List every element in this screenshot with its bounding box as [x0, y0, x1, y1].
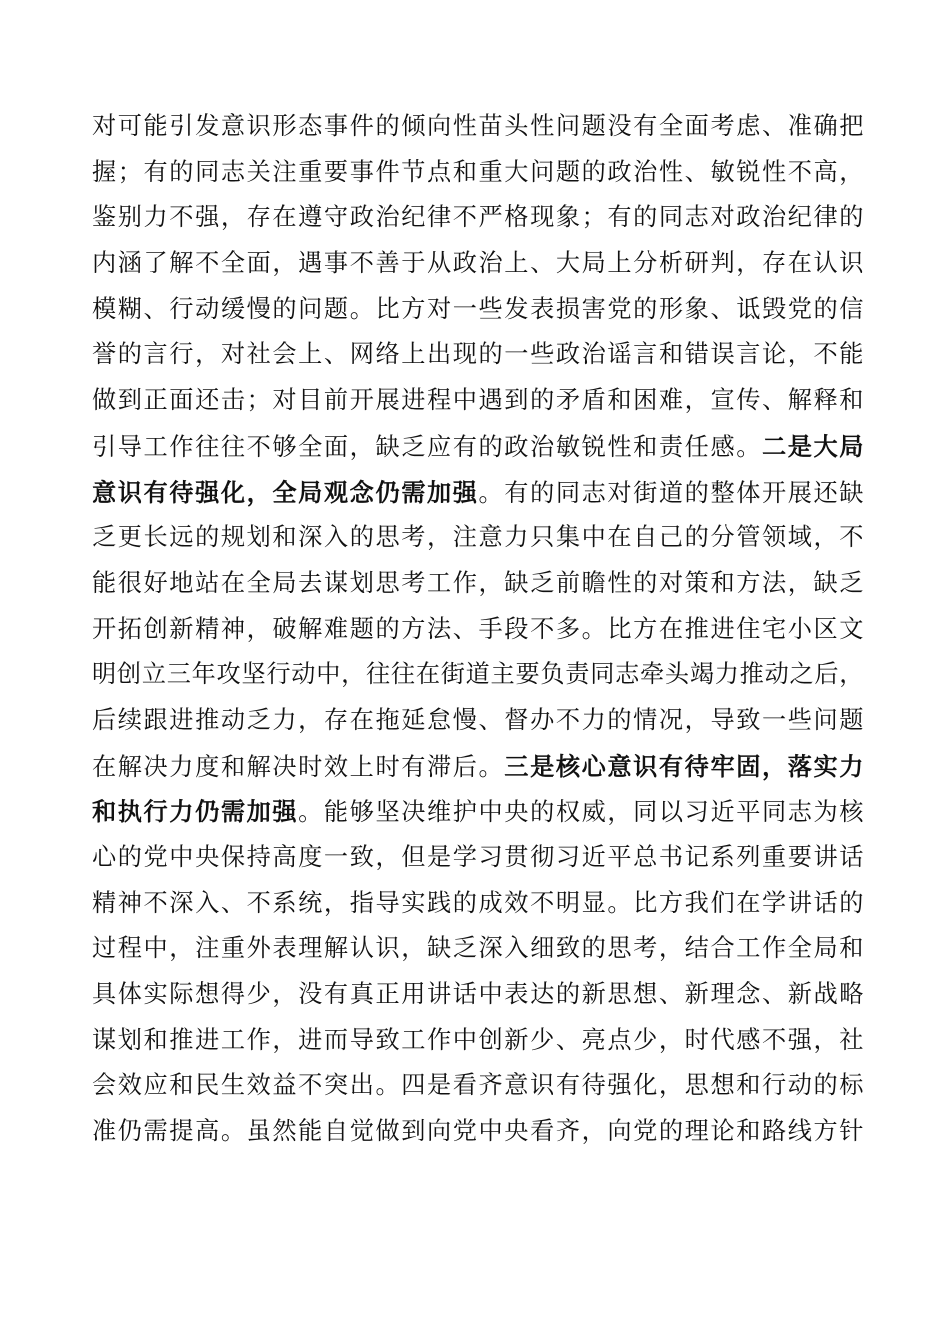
body-text: 精神不深入、不系统，指导实践的成效不明显。比方我们在学讲话的 — [92, 888, 864, 917]
body-text: 握；有的同志关注重要事件节点和重大问题的政治性、敏锐性不高， — [92, 157, 864, 186]
text-line — [92, 378, 864, 424]
body-text: 乏更长远的规划和深入的思考，注意力只集中在自己的分管领域，不 — [92, 523, 864, 552]
text-line — [92, 835, 864, 881]
body-text: 鉴别力不强，存在遵守政治纪律不严格现象；有的同志对政治纪律的 — [92, 203, 864, 232]
body-text: 对可能引发意识形态事件的倾向性苗头性问题没有全面考虑、准确把 — [92, 112, 864, 140]
bold-heading-text: 三是核心意识有待牢固，落实力 — [504, 751, 864, 781]
text-line — [92, 607, 864, 653]
body-text: 具体实际想得少，没有真正用讲话中表达的新思想、新理念、新战略 — [92, 980, 864, 1009]
text-line — [92, 104, 864, 150]
text-line — [92, 561, 864, 607]
text-line — [92, 1018, 864, 1064]
text-line — [92, 195, 864, 241]
text-line — [92, 470, 864, 516]
body-text: 后续跟进推动乏力，存在拖延怠慢、督办不力的情况，导致一些问题 — [92, 705, 864, 734]
body-text: 模糊、行动缓慢的问题。比方对一些发表损害党的形象、诋毁党的信 — [92, 294, 864, 323]
document-body — [92, 104, 864, 1155]
bold-heading-text: 和执行力仍需加强 — [92, 797, 299, 827]
body-text: 在解决力度和解决时效上时有滞后。 — [92, 752, 505, 781]
body-text: 会效应和民生效益不突出。四是看齐意识有待强化，思想和行动的标 — [92, 1071, 864, 1100]
body-text: 。有的同志对街道的整体开展还缺 — [478, 478, 864, 507]
body-text: 明创立三年攻坚行动中，往往在街道主要负责同志牵头竭力推动之后， — [92, 660, 864, 689]
bold-heading-text: 二是大局 — [761, 431, 864, 461]
text-line — [92, 744, 864, 790]
body-text: 开拓创新精神，破解难题的方法、手段不多。比方在推进住宅小区文 — [92, 614, 864, 643]
text-line — [92, 1109, 864, 1155]
text-line — [92, 926, 864, 972]
text-line — [92, 287, 864, 333]
text-line — [92, 332, 864, 378]
body-text: 内涵了解不全面，遇事不善于从政治上、大局上分析研判，存在认识 — [92, 249, 864, 278]
text-line — [92, 1063, 864, 1109]
text-line — [92, 150, 864, 196]
body-text: 过程中，注重外表理解认识，缺乏深入细致的思考，结合工作全局和 — [92, 934, 864, 963]
body-text: 能很好地站在全局去谋划思考工作，缺乏前瞻性的对策和方法，缺乏 — [92, 568, 864, 597]
body-text: 誉的言行，对社会上、网络上出现的一些政治谣言和错误言论，不能 — [92, 340, 864, 369]
body-text: 做到正面还击；对目前开展进程中遇到的矛盾和困难，宣传、解释和 — [92, 386, 864, 415]
text-line — [92, 698, 864, 744]
body-text: 准仍需提高。虽然能自觉做到向党中央看齐，向党的理论和路线方针 — [92, 1117, 864, 1146]
text-line — [92, 652, 864, 698]
body-text: 。能够坚决维护中央的权威，同以习近平同志为核 — [298, 798, 864, 827]
text-line — [92, 789, 864, 835]
body-text: 心的党中央保持高度一致，但是学习贯彻习近平总书记系列重要讲话 — [92, 843, 864, 871]
text-line — [92, 972, 864, 1018]
text-line — [92, 424, 864, 470]
body-text: 谋划和推进工作，进而导致工作中创新少、亮点少，时代感不强，社 — [92, 1025, 864, 1054]
body-text: 引导工作往往不够全面，缺乏应有的政治敏锐性和责任感。 — [92, 432, 762, 461]
text-line — [92, 881, 864, 927]
text-line — [92, 515, 864, 561]
text-line — [92, 241, 864, 287]
bold-heading-text: 意识有待强化，全局观念仍需加强 — [92, 477, 479, 507]
